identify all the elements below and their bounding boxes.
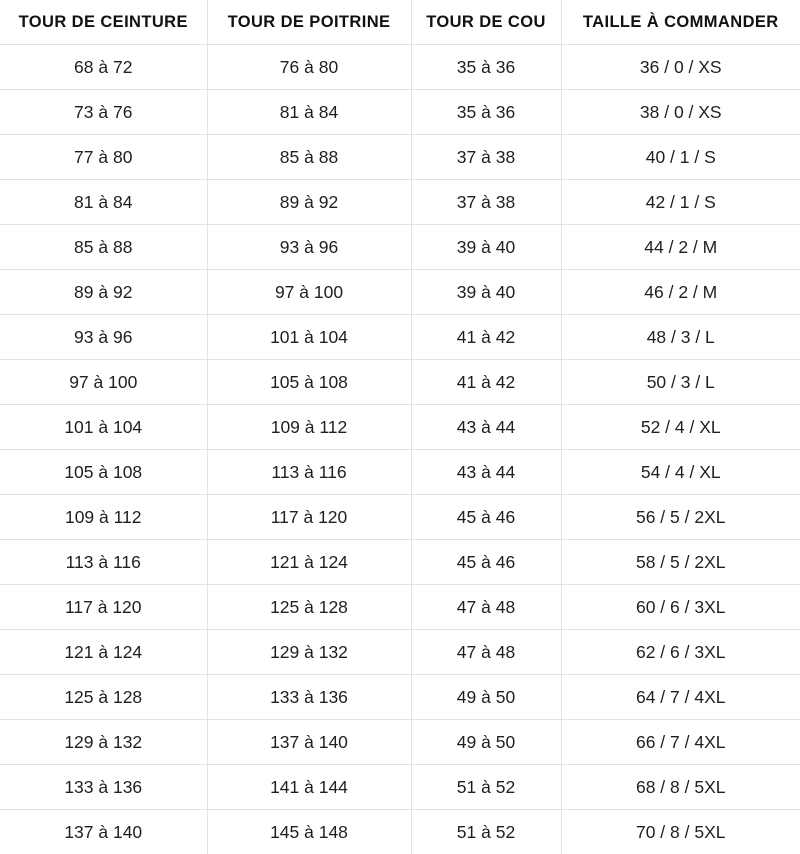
table-header	[0, 0, 800, 45]
cell-neck: 39 à 40	[411, 225, 561, 270]
cell-waist: 129 à 132	[0, 720, 207, 765]
cell-waist: 133 à 136	[0, 765, 207, 810]
table-row	[0, 315, 800, 360]
cell-neck: 41 à 42	[411, 315, 561, 360]
table-body	[0, 45, 800, 854]
cell-chest: 133 à 136	[207, 675, 411, 720]
table-row	[0, 405, 800, 450]
cell-waist: 105 à 108	[0, 450, 207, 495]
cell-neck: 47 à 48	[411, 585, 561, 630]
table-row	[0, 180, 800, 225]
cell-size-to-order: 44 / 2 / M	[561, 225, 800, 270]
cell-neck: 51 à 52	[411, 810, 561, 854]
cell-neck: 39 à 40	[411, 270, 561, 315]
cell-chest: 76 à 80	[207, 45, 411, 90]
cell-size-to-order: 62 / 6 / 3XL	[561, 630, 800, 675]
cell-waist: 97 à 100	[0, 360, 207, 405]
table-row	[0, 270, 800, 315]
cell-chest: 125 à 128	[207, 585, 411, 630]
cell-size-to-order: 58 / 5 / 2XL	[561, 540, 800, 585]
table-row	[0, 90, 800, 135]
cell-chest: 109 à 112	[207, 405, 411, 450]
table-row	[0, 720, 800, 765]
cell-size-to-order: 54 / 4 / XL	[561, 450, 800, 495]
cell-waist: 73 à 76	[0, 90, 207, 135]
table-row	[0, 450, 800, 495]
cell-chest: 89 à 92	[207, 180, 411, 225]
header-neck: TOUR DE COU	[411, 0, 561, 45]
cell-size-to-order: 56 / 5 / 2XL	[561, 495, 800, 540]
cell-chest: 105 à 108	[207, 360, 411, 405]
cell-waist: 117 à 120	[0, 585, 207, 630]
cell-neck: 37 à 38	[411, 180, 561, 225]
cell-neck: 43 à 44	[411, 450, 561, 495]
cell-size-to-order: 50 / 3 / L	[561, 360, 800, 405]
cell-size-to-order: 52 / 4 / XL	[561, 405, 800, 450]
cell-size-to-order: 68 / 8 / 5XL	[561, 765, 800, 810]
table-row	[0, 495, 800, 540]
cell-neck: 45 à 46	[411, 540, 561, 585]
cell-chest: 97 à 100	[207, 270, 411, 315]
cell-waist: 89 à 92	[0, 270, 207, 315]
header-chest: TOUR DE POITRINE	[207, 0, 411, 45]
header-size-to-order: TAILLE À COMMANDER	[561, 0, 800, 45]
cell-chest: 121 à 124	[207, 540, 411, 585]
cell-waist: 68 à 72	[0, 45, 207, 90]
cell-size-to-order: 70 / 8 / 5XL	[561, 810, 800, 854]
cell-chest: 93 à 96	[207, 225, 411, 270]
cell-waist: 125 à 128	[0, 675, 207, 720]
cell-size-to-order: 60 / 6 / 3XL	[561, 585, 800, 630]
cell-size-to-order: 36 / 0 / XS	[561, 45, 800, 90]
table-row	[0, 540, 800, 585]
cell-waist: 93 à 96	[0, 315, 207, 360]
cell-waist: 77 à 80	[0, 135, 207, 180]
table-row	[0, 675, 800, 720]
cell-waist: 101 à 104	[0, 405, 207, 450]
cell-neck: 49 à 50	[411, 720, 561, 765]
header-waist: TOUR DE CEINTURE	[0, 0, 207, 45]
cell-size-to-order: 46 / 2 / M	[561, 270, 800, 315]
cell-neck: 47 à 48	[411, 630, 561, 675]
table-row	[0, 45, 800, 90]
cell-chest: 129 à 132	[207, 630, 411, 675]
cell-size-to-order: 38 / 0 / XS	[561, 90, 800, 135]
cell-size-to-order: 48 / 3 / L	[561, 315, 800, 360]
cell-chest: 81 à 84	[207, 90, 411, 135]
cell-chest: 113 à 116	[207, 450, 411, 495]
cell-neck: 35 à 36	[411, 90, 561, 135]
table-row	[0, 360, 800, 405]
table-row	[0, 135, 800, 180]
cell-size-to-order: 66 / 7 / 4XL	[561, 720, 800, 765]
cell-waist: 113 à 116	[0, 540, 207, 585]
cell-waist: 109 à 112	[0, 495, 207, 540]
cell-neck: 51 à 52	[411, 765, 561, 810]
cell-size-to-order: 64 / 7 / 4XL	[561, 675, 800, 720]
cell-neck: 37 à 38	[411, 135, 561, 180]
cell-size-to-order: 42 / 1 / S	[561, 180, 800, 225]
table-row	[0, 225, 800, 270]
cell-size-to-order: 40 / 1 / S	[561, 135, 800, 180]
cell-waist: 121 à 124	[0, 630, 207, 675]
cell-chest: 145 à 148	[207, 810, 411, 854]
cell-waist: 137 à 140	[0, 810, 207, 854]
cell-waist: 81 à 84	[0, 180, 207, 225]
cell-neck: 35 à 36	[411, 45, 561, 90]
table-row	[0, 630, 800, 675]
cell-neck: 41 à 42	[411, 360, 561, 405]
cell-neck: 43 à 44	[411, 405, 561, 450]
cell-neck: 49 à 50	[411, 675, 561, 720]
table-row	[0, 765, 800, 810]
cell-chest: 85 à 88	[207, 135, 411, 180]
cell-neck: 45 à 46	[411, 495, 561, 540]
cell-chest: 141 à 144	[207, 765, 411, 810]
header-row	[0, 0, 800, 45]
cell-chest: 117 à 120	[207, 495, 411, 540]
cell-chest: 137 à 140	[207, 720, 411, 765]
table-row	[0, 810, 800, 854]
table-row	[0, 585, 800, 630]
cell-chest: 101 à 104	[207, 315, 411, 360]
cell-waist: 85 à 88	[0, 225, 207, 270]
